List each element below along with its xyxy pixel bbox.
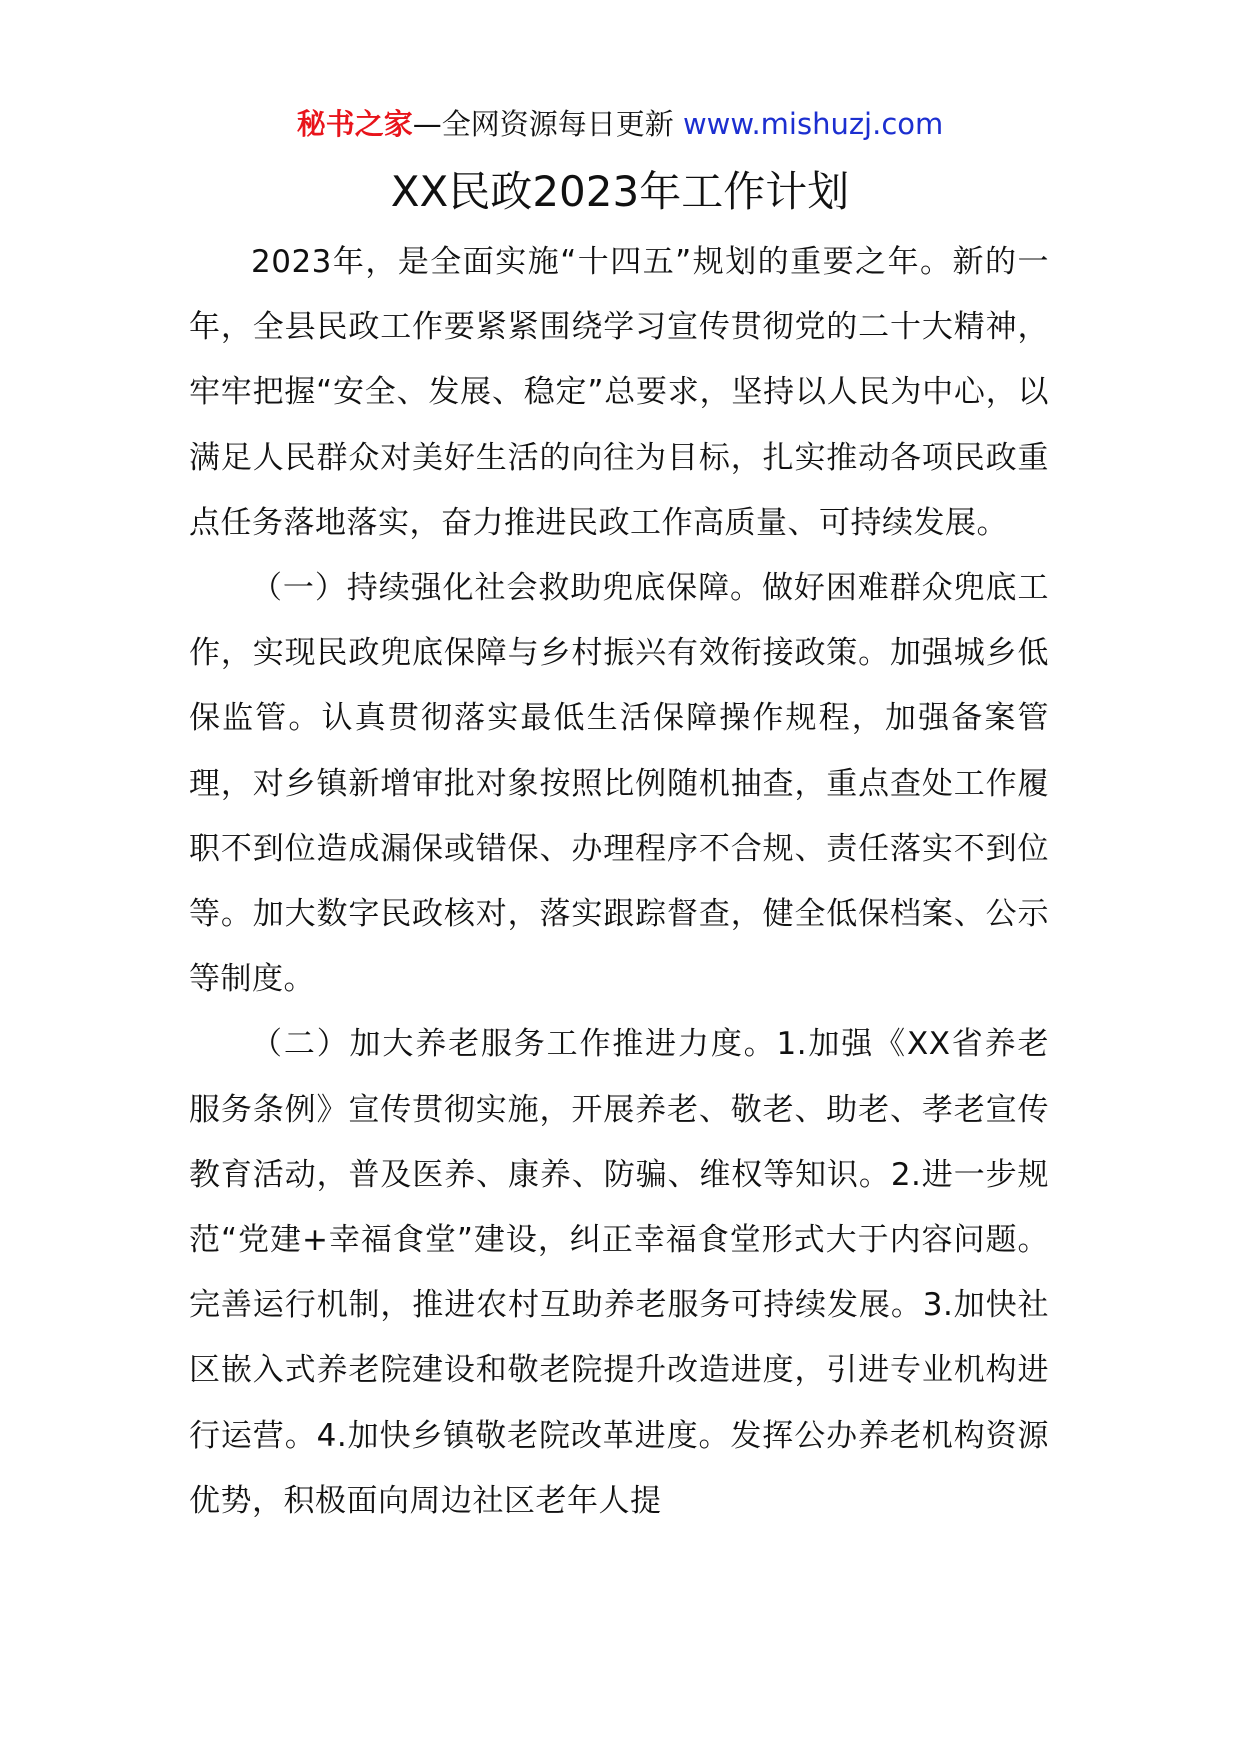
paragraph-section-2: （二）加大养老服务工作推进力度。1.加强《XX省养老服务条例》宣传贯彻实施，开展养老、敬老、助老、孝老宣传教育活动，普及医养、康养、防骗、维权等知识。2.进一步规范“党建+幸福食堂”建设，纠正幸福食堂形式大于内容问题。完善运行机制，推进农村互助养老服务可持续发展。3.加快社区嵌入式养老院建设和敬老院提升改造进度，引进专业机构进行运营。4.加快乡镇敬老院改革进度。发挥公办养老机构资源优势，积极面向周边社区老年人提: [189, 1026, 1049, 1519]
site-url-link[interactable]: www.mishuzj.com: [682, 107, 944, 141]
brand-name: 秘书之家: [296, 107, 413, 141]
document-title: XX民政2023年工作计划: [390, 167, 850, 216]
document-body: [189, 230, 1049, 1534]
site-header: [0, 102, 1240, 146]
paragraph-section-1: （一）持续强化社会救助兜底保障。做好困难群众兜底工作，实现民政兜底保障与乡村振兴有效衔接政策。加强城乡低保监管。认真贯彻落实最低生活保障操作规程，加强备案管理，对乡镇新增审批对象按照比例随机抽查，重点查处工作履职不到位造成漏保或错保、办理程序不合规、责任落实不到位等。加大数字民政核对，落实跟踪督查，健全低保档案、公示等制度。: [189, 570, 1049, 998]
paragraph-intro: 2023年，是全面实施“十四五”规划的重要之年。新的一年，全县民政工作要紧紧围绕学习宣传贯彻党的二十大精神，牢牢把握“安全、发展、稳定”总要求，坚持以人民为中心，以满足人民群众对美好生活的向往为目标，扎实推动各项民政重点任务落地落实，奋力推进民政工作高质量、可持续发展。: [189, 244, 1049, 541]
header-tagline: —全网资源每日更新: [412, 107, 674, 141]
